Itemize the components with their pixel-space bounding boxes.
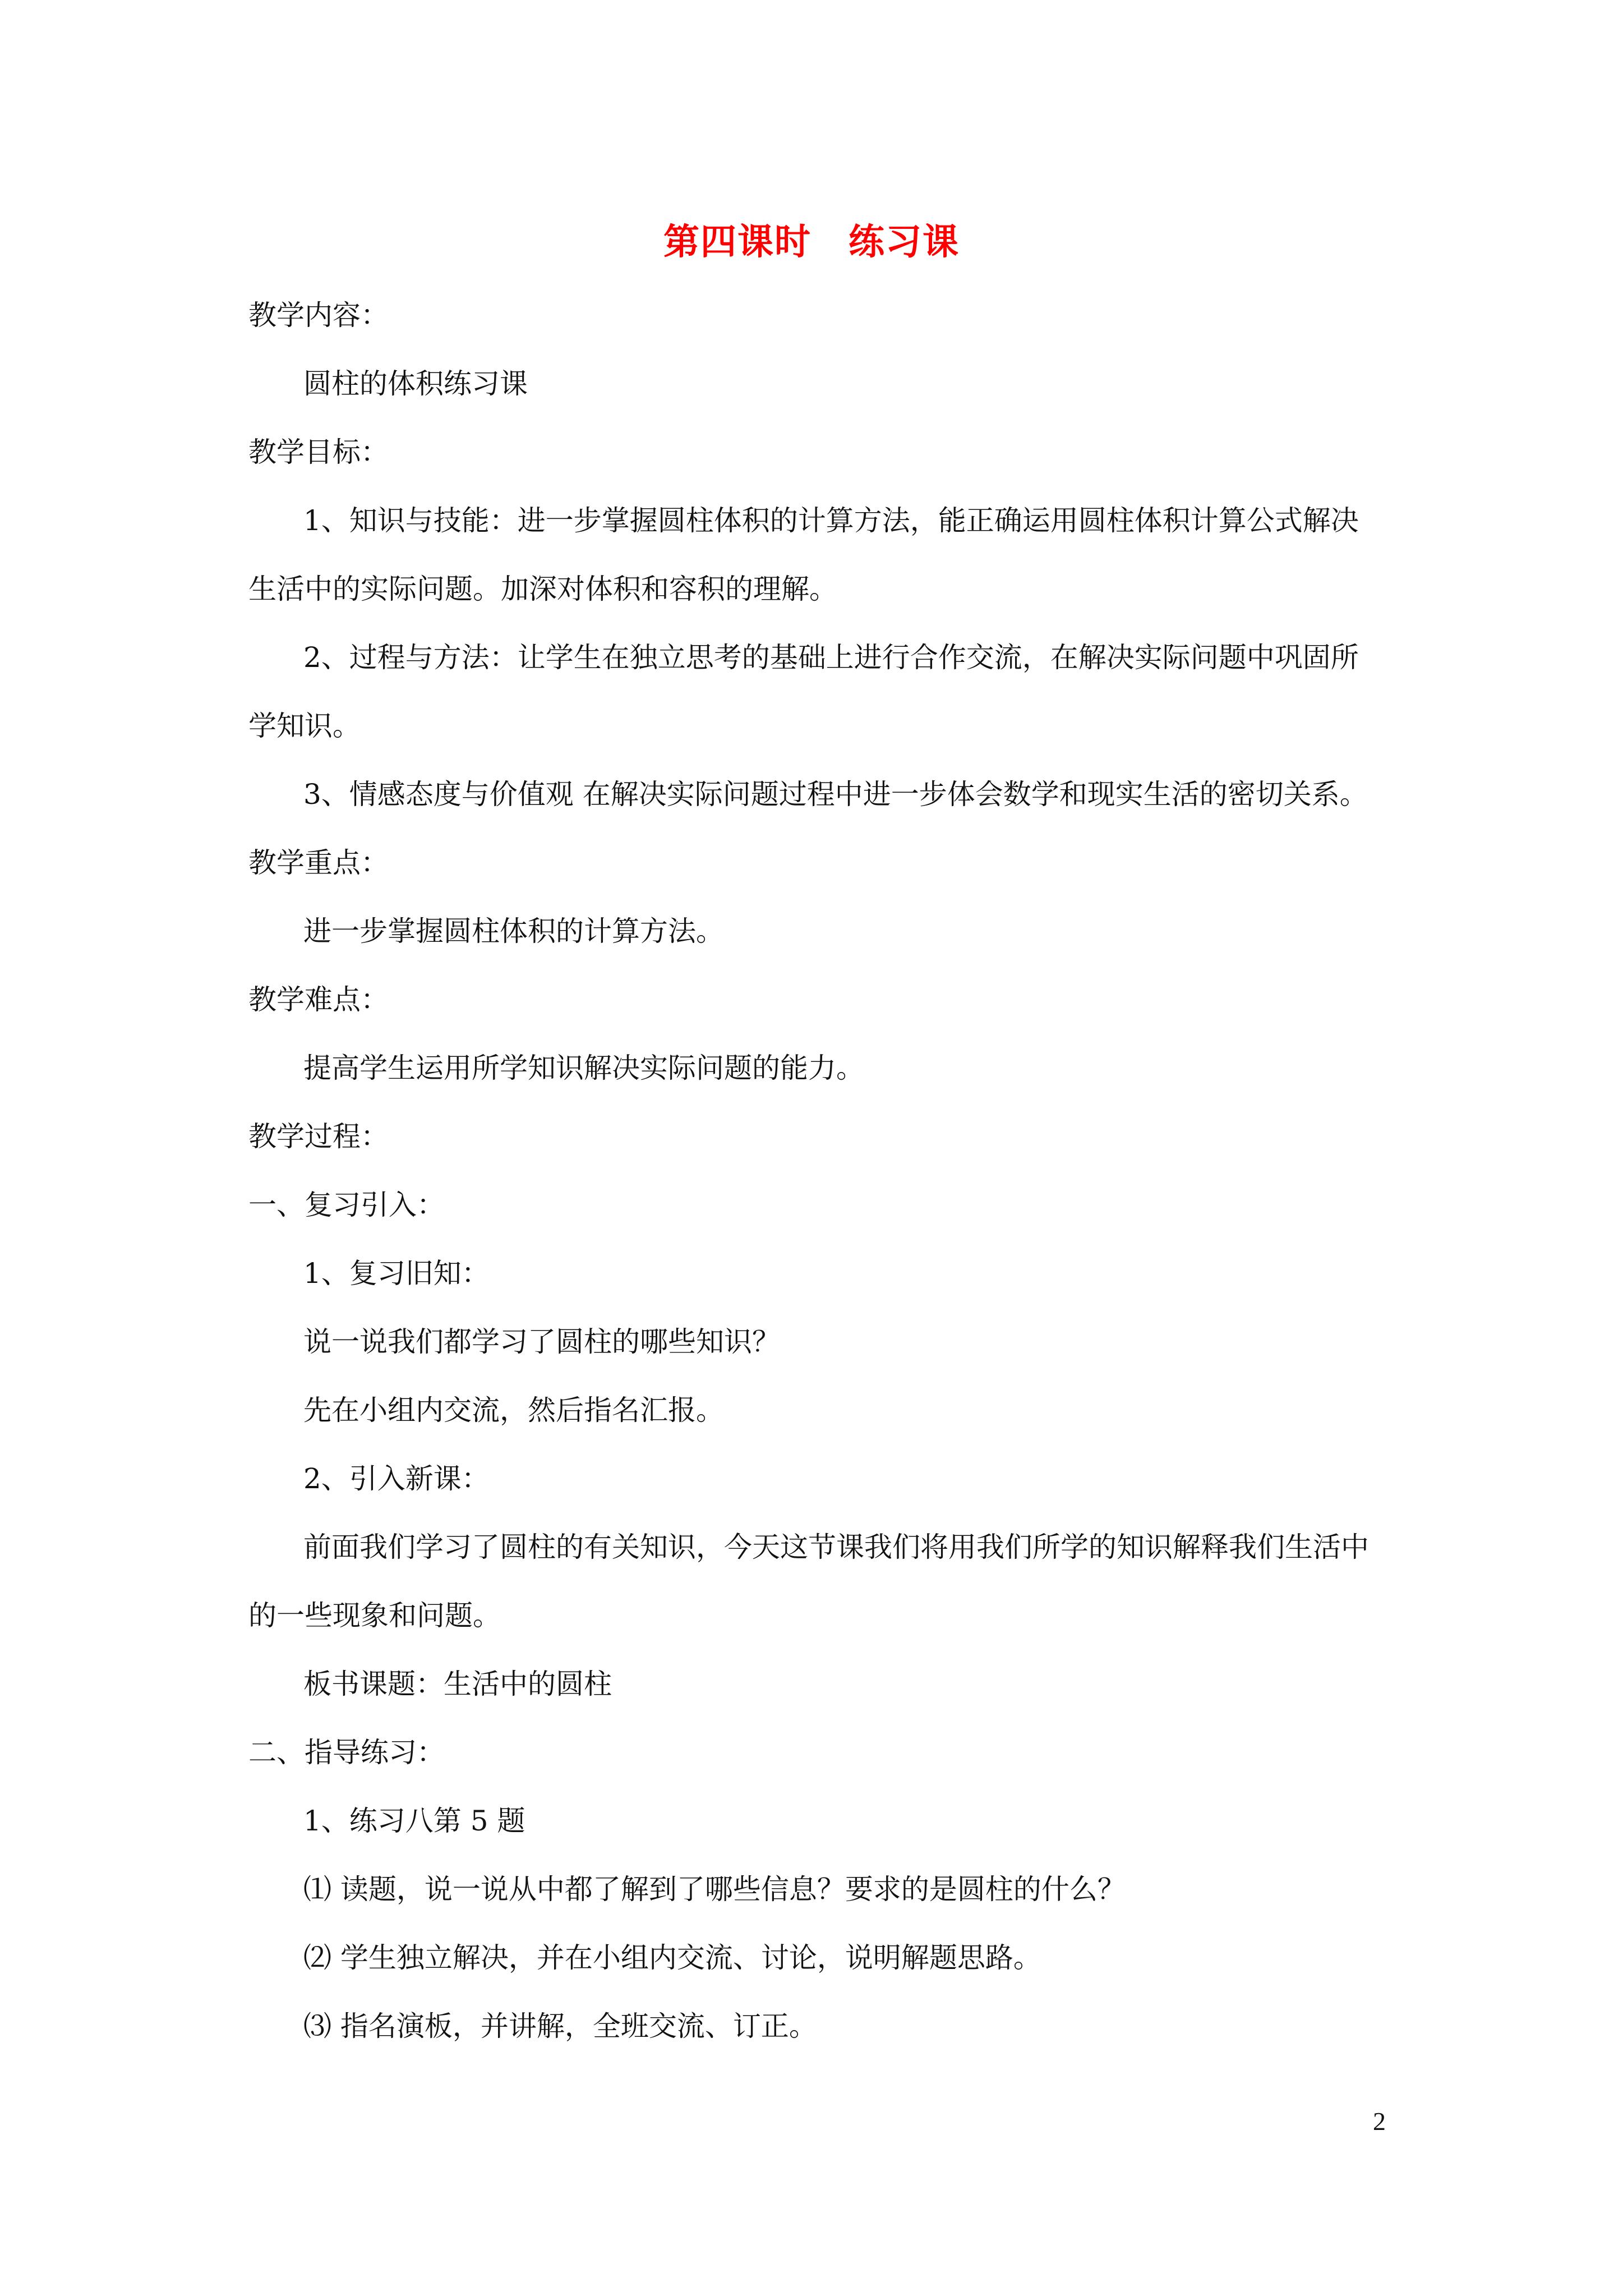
- section-heading-difficulty: 教学难点：: [248, 983, 389, 1016]
- objective-1-line-2: 生活中的实际问题。加深对体积和容积的理解。: [248, 573, 837, 605]
- objective-1-line-1: 1、知识与技能：进一步掌握圆柱体积的计算方法，能正确运用圆柱体积计算公式解决: [303, 504, 1359, 537]
- objective-3: 3、情感态度与价值观 在解决实际问题过程中进一步体会数学和现实生活的密切关系。: [303, 778, 1368, 811]
- lesson-title: 第四课时 练习课: [663, 221, 960, 263]
- section-heading-content: 教学内容：: [248, 299, 389, 332]
- section-heading-objectives: 教学目标：: [248, 436, 389, 468]
- section-heading-process: 教学过程：: [248, 1120, 389, 1153]
- page-number: 2: [1373, 2107, 1386, 2136]
- key-point-text: 进一步掌握圆柱体积的计算方法。: [303, 915, 724, 947]
- exercise-step-2: ⑵ 学生独立解决，并在小组内交流、讨论，说明解题思路。: [303, 1941, 1041, 1974]
- section-heading-key-point: 教学重点：: [248, 846, 389, 879]
- part-one-heading: 一、复习引入：: [248, 1189, 445, 1221]
- review-instruction: 先在小组内交流，然后指名汇报。: [303, 1394, 724, 1427]
- review-heading: 1、复习旧知：: [303, 1257, 490, 1290]
- difficulty-text: 提高学生运用所学知识解决实际问题的能力。: [303, 1052, 864, 1084]
- intro-text-line-1: 前面我们学习了圆柱的有关知识，今天这节课我们将用我们所学的知识解释我们生活中: [303, 1531, 1369, 1563]
- intro-text-line-2: 的一些现象和问题。: [248, 1599, 501, 1632]
- review-question: 说一说我们都学习了圆柱的哪些知识？: [303, 1326, 780, 1358]
- exercise-step-3: ⑶ 指名演板，并讲解，全班交流、订正。: [303, 2010, 817, 2042]
- exercise-heading: 1、练习八第 5 题: [303, 1805, 525, 1837]
- intro-heading: 2、引入新课：: [303, 1462, 490, 1495]
- content-text: 圆柱的体积练习课: [303, 367, 528, 400]
- exercise-step-1: ⑴ 读题，说一说从中都了解到了哪些信息？要求的是圆柱的什么？: [303, 1873, 1126, 1906]
- part-two-heading: 二、指导练习：: [248, 1736, 445, 1769]
- board-topic: 板书课题：生活中的圆柱: [303, 1668, 612, 1700]
- objective-2-line-2: 学知识。: [248, 710, 361, 742]
- objective-2-line-1: 2、过程与方法：让学生在独立思考的基础上进行合作交流，在解决实际问题中巩固所: [303, 641, 1359, 674]
